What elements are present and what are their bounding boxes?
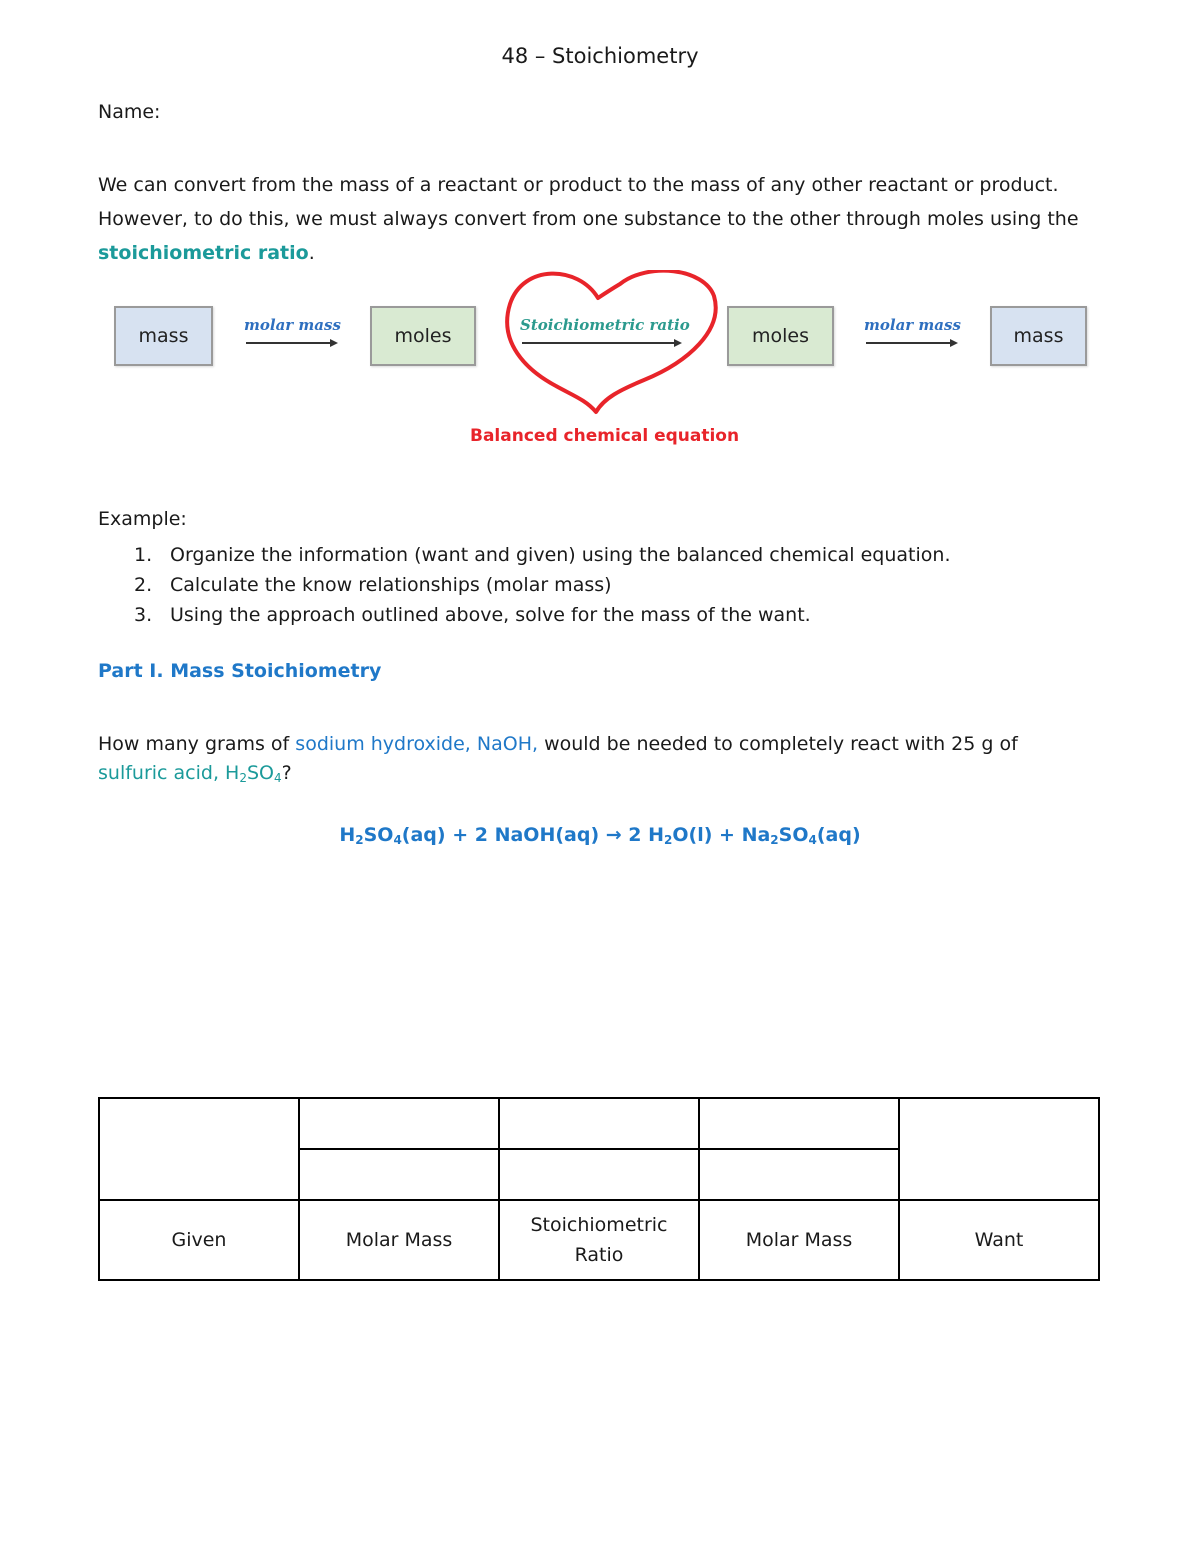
- moles-box-1: moles: [370, 306, 476, 366]
- stoich-ratio-bottom-cell[interactable]: [499, 1149, 699, 1200]
- molar-mass-label-2: molar mass: [864, 316, 961, 334]
- part-heading: Part I. Mass Stoichiometry: [98, 660, 382, 682]
- header-given: Given: [99, 1200, 299, 1280]
- page-title: 48 – Stoichiometry: [501, 44, 699, 68]
- arrow-head-1: [330, 339, 338, 347]
- balanced-equation: $H_2SO_4(aq) + 2$ NaOH(aq) → 2 $H_2O(l) + Na_2SO_4(aq)$: [339, 824, 861, 847]
- stoichiometric-ratio-label: Stoichiometric ratio: [520, 316, 690, 334]
- stoichiometric-ratio-highlight: stoichiometric ratio: [98, 242, 309, 264]
- header-want: Want: [899, 1200, 1099, 1280]
- naoh-highlight: sodium hydroxide, NaOH,: [295, 733, 539, 755]
- arrow-head-2: [674, 339, 682, 347]
- question-pre: How many grams of: [98, 733, 296, 755]
- given-value-cell[interactable]: [99, 1098, 299, 1200]
- list-item: 2. Calculate the know relationships (molar mass): [134, 574, 612, 596]
- molar-mass-1-top-cell[interactable]: [299, 1098, 499, 1149]
- header-stoichiometric-ratio: Stoichiometric Ratio: [499, 1200, 699, 1280]
- mass-box-start: mass: [114, 306, 213, 366]
- moles-box-2: moles: [727, 306, 834, 366]
- stoich-ratio-top-cell[interactable]: [499, 1098, 699, 1149]
- arrow-head-3: [950, 339, 958, 347]
- molar-mass-2-top-cell[interactable]: [699, 1098, 899, 1149]
- molar-mass-label-1: molar mass: [244, 316, 341, 334]
- example-steps: [130, 540, 950, 630]
- stoichiometry-grid: [98, 1097, 1100, 1281]
- header-molar-mass-2: Molar Mass: [699, 1200, 899, 1280]
- intro-line-2: However, to do this, we must always convert from one substance to the other through moles using the: [98, 208, 1079, 230]
- molar-mass-2-bottom-cell[interactable]: [699, 1149, 899, 1200]
- intro-paragraph: [98, 168, 1108, 270]
- balanced-equation-caption: Balanced chemical equation: [470, 426, 740, 446]
- example-label: Example:: [98, 508, 187, 530]
- name-label: Name:: [98, 101, 161, 123]
- header-molar-mass-1: Molar Mass: [299, 1200, 499, 1280]
- sulfuric-acid-highlight: sulfuric acid, $H_2SO_4$: [98, 762, 282, 785]
- intro-end: .: [308, 242, 315, 264]
- question-mid: would be needed to completely react with 25 g of: [538, 733, 1018, 755]
- mass-box-end: mass: [990, 306, 1087, 366]
- list-item: 3. Using the approach outlined above, solve for the mass of the want.: [134, 604, 811, 626]
- arrow-1: [246, 342, 330, 344]
- question-text: [98, 730, 1108, 793]
- arrow-2: [522, 342, 674, 344]
- want-value-cell[interactable]: [899, 1098, 1099, 1200]
- arrow-3: [866, 342, 950, 344]
- question-end: ?: [281, 762, 292, 784]
- molar-mass-1-bottom-cell[interactable]: [299, 1149, 499, 1200]
- intro-line-1: We can convert from the mass of a reactant or product to the mass of any other reactant or product.: [98, 174, 1059, 196]
- list-item: 1. Organize the information (want and given) using the balanced chemical equation.: [134, 544, 951, 566]
